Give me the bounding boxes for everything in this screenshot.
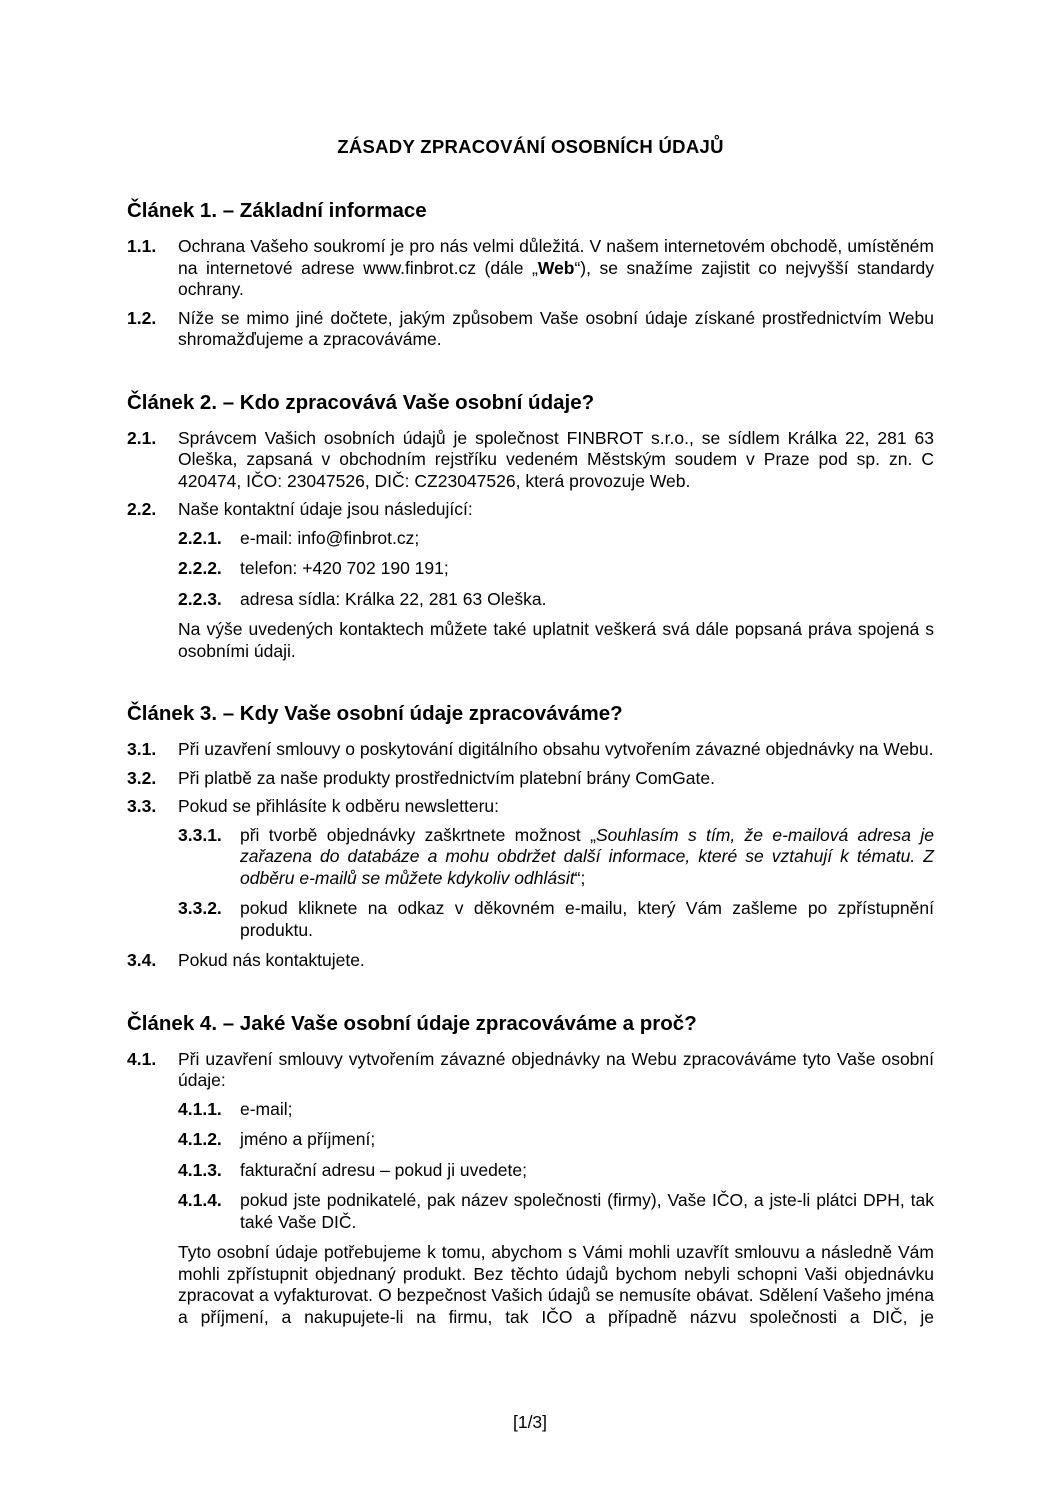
clause-3-1: [127, 739, 934, 761]
clause-text: Ochrana Vašeho soukromí je pro nás velmi důležitá. V našem internetovém obchodě, umístěném na internetové adrese www.finbrot.cz (dále „Web“), se snažíme zajistit co nejvyšší standardy ochrany.: [178, 236, 935, 299]
clause-text: Pokud se přihlásíte k odběru newsletteru:: [178, 796, 500, 816]
clause-text: Při platbě za naše produkty prostřednictvím platební brány ComGate.: [178, 767, 715, 788]
clause-text: Naše kontaktní údaje jsou následující:: [178, 499, 473, 519]
clause-3-3-2: [178, 898, 934, 941]
article-1-heading: Článek 1. – Základní informace: [127, 199, 427, 222]
article-4-note: Tyto osobní údaje potřebujeme k tomu, abychom s Vámi mohli uzavřít smlouvu a následně Vám mohli zpřístupnit objednaný produkt. Bez těchto údajů bychom nebyli schopni Vaši objednávku zpracovat a vyfakturovat. O bezpečnost Vašich údajů se nemusíte obávat. Sdělení Vašeho jména a příjmení, a nakupujete-li na firmu, tak IČO a případně názvu společnosti a DIČ, je: [178, 1242, 934, 1327]
clause-2-1: [127, 428, 934, 493]
clause-text: Při uzavření smlouvy o poskytování digitálního obsahu vytvořením závazné objednávky na Webu.: [178, 739, 934, 759]
clause-number: 2.2.1.: [178, 527, 222, 548]
clause-text: Správcem Vašich osobních údajů je společnost FINBROT s.r.o., se sídlem Králka 22, 281 63 Oleška, zapsaná v obchodním rejstříku vedeném Městským soudem v Praze pod sp. zn. C 420474, IČO: 23047526, DIČ: CZ23047526, která provozuje Web.: [178, 427, 934, 491]
clause-3-3: [127, 796, 934, 818]
clause-text: adresa sídla: Králka 22, 281 63 Oleška.: [240, 588, 547, 609]
clause-3-4: [127, 950, 934, 972]
clause-number: 3.3.: [127, 796, 157, 816]
clause-3-2: [127, 768, 934, 790]
clause-number: 2.2.2.: [178, 558, 222, 578]
clause-text: Níže se mimo jiné dočtete, jakým způsobem Vaše osobní údaje získané prostřednictvím Webu shromažďujeme a zpracováváme.: [178, 307, 934, 349]
document-title: ZÁSADY ZPRACOVÁNÍ OSOBNÍCH ÚDAJŮ: [337, 136, 724, 157]
article-3-heading: Článek 3. – Kdy Vaše osobní údaje zpracováváme?: [127, 702, 623, 725]
clause-text: e-mail;: [240, 1098, 293, 1119]
clause-number: 4.1.: [127, 1048, 157, 1069]
clause-1-1: [127, 236, 934, 301]
clause-number: 1.2.: [127, 307, 157, 328]
clause-text: při tvorbě objednávky zaškrtnete možnost „Souhlasím s tím, že e-mailová adresa je zařazena do databáze a mohu obdržet další informace, které se vztahují k tématu. Z odběru e-mailů se můžete kdykoliv odhlásit“;: [240, 824, 934, 888]
article-2: [127, 390, 934, 663]
clause-4-1-2: [178, 1129, 934, 1151]
article-3: [127, 701, 934, 972]
clause-number: 2.2.3.: [178, 588, 222, 609]
clause-text: pokud kliknete na odkaz v děkovném e-mailu, který Vám zašleme po zpřístupnění produktu.: [240, 898, 934, 940]
sub-clauses-2-2: [127, 528, 934, 611]
clause-text: fakturační adresu – pokud ji uvedete;: [240, 1159, 527, 1180]
clause-2-2-3: [178, 589, 934, 611]
clause-number: 3.2.: [127, 767, 157, 788]
clause-text: e-mail: info@finbrot.cz;: [240, 527, 420, 548]
clause-4-1: [127, 1049, 934, 1092]
page-number: [1/3]: [512, 1412, 548, 1432]
clause-number: 4.1.3.: [178, 1159, 222, 1180]
clause-number: 4.1.2.: [178, 1129, 222, 1149]
sub-clauses-3-3: [127, 825, 934, 942]
clause-2-2-1: [178, 528, 934, 550]
clause-4-1-3: [178, 1160, 934, 1182]
clause-number: 3.3.1.: [178, 824, 222, 845]
clause-number: 3.3.2.: [178, 898, 222, 918]
clause-number: 2.2.: [127, 499, 157, 519]
clause-number: 4.1.1.: [178, 1098, 222, 1119]
clause-number: 4.1.4.: [178, 1190, 222, 1210]
article-4-heading: Článek 4. – Jaké Vaše osobní údaje zpracováváme a proč?: [127, 1011, 697, 1035]
clause-3-3-1: [178, 825, 934, 890]
clause-number: 3.4.: [127, 950, 157, 970]
article-1: [127, 198, 934, 351]
article-2-note: Na výše uvedených kontaktech můžete také uplatnit veškerá svá dále popsaná práva spojená s osobními údaji.: [178, 619, 934, 661]
clause-number: 2.1.: [127, 427, 157, 448]
clause-text: pokud jste podnikatelé, pak název společnosti (firmy), Vaše IČO, a jste-li plátci DPH, tak také Vaše DIČ.: [240, 1190, 934, 1232]
clause-2-2: [127, 499, 934, 521]
clause-number: 3.1.: [127, 739, 157, 759]
clause-text: Při uzavření smlouvy vytvořením závazné objednávky na Webu zpracováváme tyto Vaše osobní údaje:: [178, 1048, 934, 1090]
clause-4-1-1: [178, 1099, 934, 1121]
clause-text: Pokud nás kontaktujete.: [178, 950, 365, 970]
clause-1-2: [127, 308, 934, 351]
clause-text: telefon: +420 702 190 191;: [240, 558, 449, 578]
clause-2-2-2: [178, 558, 934, 580]
clause-text: jméno a příjmení;: [240, 1129, 376, 1149]
clause-number: 1.1.: [127, 236, 157, 256]
clause-4-1-4: [178, 1190, 934, 1233]
article-4: [127, 1011, 934, 1329]
sub-clauses-4-1: [127, 1099, 934, 1234]
article-2-heading: Článek 2. – Kdo zpracovává Vaše osobní údaje?: [127, 390, 595, 414]
